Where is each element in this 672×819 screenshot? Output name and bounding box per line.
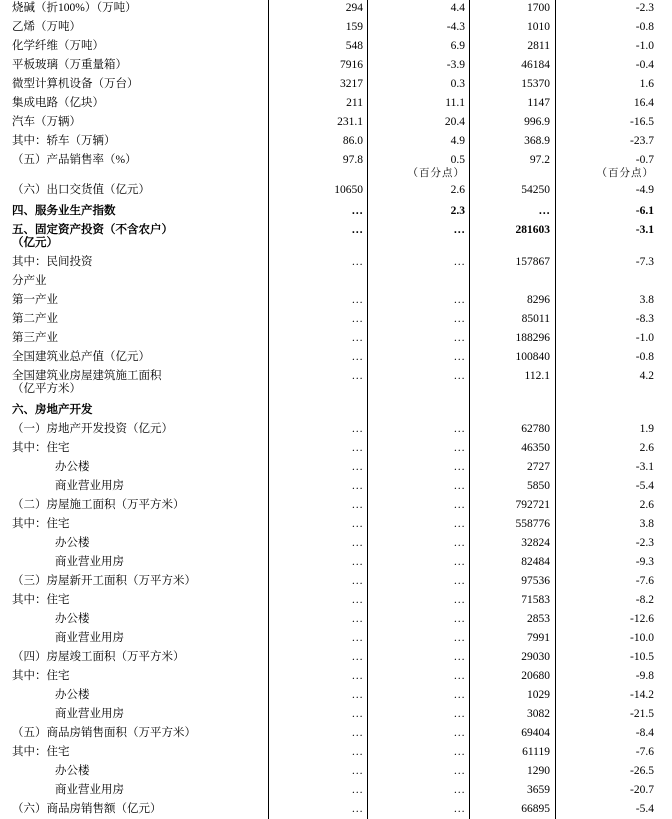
cumulative-value: 2811 bbox=[527, 40, 550, 52]
row-label: 分产业 bbox=[12, 275, 47, 287]
table-row bbox=[0, 40, 672, 59]
row-label: 五、固定资产投资（不含农户） （亿元） bbox=[12, 224, 173, 249]
cumulative-growth: -0.8 bbox=[635, 21, 654, 33]
row-label: 第一产业 bbox=[12, 294, 58, 306]
current-month-growth: … bbox=[453, 442, 465, 454]
current-month-growth: 0.3 bbox=[450, 78, 465, 90]
current-month-growth: -4.3 bbox=[446, 21, 465, 33]
current-month-value: 548 bbox=[345, 40, 363, 52]
current-month-growth: … bbox=[453, 727, 465, 739]
current-month-growth: 11.1 bbox=[445, 97, 465, 109]
current-month-growth: … bbox=[453, 480, 465, 492]
cumulative-growth: -6.1 bbox=[635, 205, 654, 217]
cumulative-growth: -10.0 bbox=[630, 632, 654, 644]
table-row bbox=[0, 116, 672, 135]
current-month-value: … bbox=[351, 765, 363, 777]
row-label: 平板玻璃（万重量箱） bbox=[12, 59, 127, 71]
cumulative-growth: -12.6 bbox=[630, 613, 654, 625]
cumulative-value: … bbox=[538, 205, 550, 217]
cumulative-growth: -9.8 bbox=[635, 670, 654, 682]
cumulative-value: 1700 bbox=[527, 2, 550, 14]
cumulative-growth: -10.5 bbox=[630, 651, 654, 663]
cumulative-value: 100840 bbox=[515, 351, 550, 363]
table-row bbox=[0, 461, 672, 480]
table-row bbox=[0, 224, 672, 256]
current-month-value: … bbox=[351, 632, 363, 644]
current-month-growth: … bbox=[453, 594, 465, 606]
current-month-value: … bbox=[351, 689, 363, 701]
table-row bbox=[0, 423, 672, 442]
cumulative-growth bbox=[559, 275, 654, 294]
current-month-growth: … bbox=[453, 651, 465, 663]
cumulative-value: 5850 bbox=[527, 480, 550, 492]
cumulative-value: 85011 bbox=[521, 313, 550, 325]
cumulative-value: 2853 bbox=[527, 613, 550, 625]
current-month-value: 159 bbox=[345, 21, 363, 33]
cumulative-growth: 2.6 bbox=[639, 442, 654, 454]
current-month-growth: … bbox=[453, 518, 465, 530]
current-month-value: 211 bbox=[346, 97, 363, 109]
row-label: 其中：住宅 bbox=[12, 670, 70, 682]
cumulative-growth: 3.8 bbox=[639, 518, 654, 530]
cumulative-growth: -23.7 bbox=[630, 135, 654, 147]
cumulative-growth: -7.6 bbox=[635, 746, 654, 758]
table-row bbox=[0, 184, 672, 205]
current-month-growth: … bbox=[453, 784, 465, 796]
current-month-growth: … bbox=[453, 632, 465, 644]
cumulative-growth bbox=[559, 404, 654, 423]
cumulative-growth: 16.4 bbox=[633, 97, 654, 109]
row-label: 第二产业 bbox=[12, 313, 58, 325]
row-label: 商业营业用房 bbox=[55, 708, 124, 720]
table-row bbox=[0, 256, 672, 275]
cumulative-growth: -1.0 bbox=[635, 40, 654, 52]
table-row bbox=[0, 21, 672, 40]
cumulative-growth: -20.7 bbox=[630, 784, 654, 796]
table-row bbox=[0, 59, 672, 78]
table-row bbox=[0, 332, 672, 351]
row-label: 第三产业 bbox=[12, 332, 58, 344]
current-month-growth: 0.5 （百分点） bbox=[370, 154, 465, 184]
table-row bbox=[0, 537, 672, 556]
table-row bbox=[0, 404, 672, 423]
table-row bbox=[0, 2, 672, 21]
current-month-growth: … bbox=[453, 351, 465, 363]
table-row bbox=[0, 205, 672, 224]
cumulative-value: 46184 bbox=[521, 59, 550, 71]
cumulative-value: 15370 bbox=[521, 78, 550, 90]
current-month-growth: … bbox=[453, 556, 465, 568]
current-month-value: … bbox=[351, 294, 363, 306]
unit-note: （百分点） bbox=[596, 168, 654, 179]
cumulative-growth: -9.3 bbox=[635, 556, 654, 568]
table-row bbox=[0, 135, 672, 154]
current-month-growth: 4.9 bbox=[450, 135, 465, 147]
cumulative-growth: -3.1 bbox=[635, 461, 654, 473]
cumulative-growth: 2.6 bbox=[639, 499, 654, 511]
row-label: 商业营业用房 bbox=[55, 480, 124, 492]
cumulative-growth: -1.0 bbox=[635, 332, 654, 344]
row-label: （六）商品房销售额（亿元） bbox=[12, 803, 162, 815]
table-row bbox=[0, 765, 672, 784]
row-label: 其中：民间投资 bbox=[12, 256, 93, 268]
cumulative-value: 97536 bbox=[521, 575, 550, 587]
current-month-value: … bbox=[351, 746, 363, 758]
cumulative-value: 29030 bbox=[521, 651, 550, 663]
cumulative-growth: -5.4 bbox=[635, 803, 654, 815]
cumulative-growth: -16.5 bbox=[630, 116, 654, 128]
cumulative-value: 66895 bbox=[521, 803, 550, 815]
cumulative-value: 3659 bbox=[527, 784, 550, 796]
current-month-value: … bbox=[351, 613, 363, 625]
cumulative-value: 8296 bbox=[527, 294, 550, 306]
current-month-growth: … bbox=[453, 423, 465, 435]
cumulative-growth: -8.3 bbox=[635, 313, 654, 325]
current-month-value: … bbox=[351, 556, 363, 568]
current-month-value: … bbox=[351, 727, 363, 739]
row-label: （六）出口交货值（亿元） bbox=[12, 184, 150, 196]
row-label: 四、服务业生产指数 bbox=[12, 205, 116, 217]
table-row bbox=[0, 727, 672, 746]
current-month-value: 3217 bbox=[340, 78, 363, 90]
cumulative-value: 157867 bbox=[515, 256, 550, 268]
current-month-value: … bbox=[351, 442, 363, 454]
current-month-value: … bbox=[351, 575, 363, 587]
current-month-growth: … bbox=[453, 294, 465, 306]
current-month-growth: … bbox=[453, 803, 465, 815]
cumulative-value: 1029 bbox=[527, 689, 550, 701]
cumulative-value: 3082 bbox=[527, 708, 550, 720]
table-row bbox=[0, 651, 672, 670]
table-row bbox=[0, 594, 672, 613]
current-month-growth: … bbox=[453, 224, 465, 236]
cumulative-value bbox=[471, 404, 550, 423]
current-month-value: … bbox=[351, 224, 363, 236]
current-month-value: … bbox=[351, 480, 363, 492]
row-label: （二）房屋施工面积（万平方米） bbox=[12, 499, 185, 511]
cumulative-value: 558776 bbox=[515, 518, 550, 530]
current-month-value: … bbox=[351, 499, 363, 511]
current-month-growth: … bbox=[453, 670, 465, 682]
current-month-value: … bbox=[351, 313, 363, 325]
cumulative-growth: -8.4 bbox=[635, 727, 654, 739]
cumulative-growth: -0.8 bbox=[635, 351, 654, 363]
row-label: 微型计算机设备（万台） bbox=[12, 78, 139, 90]
table-row bbox=[0, 803, 672, 819]
row-label: 集成电路（亿块） bbox=[12, 97, 104, 109]
current-month-growth: -3.9 bbox=[446, 59, 465, 71]
current-month-value: … bbox=[351, 518, 363, 530]
current-month-value: 97.8 bbox=[342, 154, 363, 166]
cumulative-value: 20680 bbox=[521, 670, 550, 682]
current-month-growth: 2.3 bbox=[450, 205, 465, 217]
cumulative-growth: 1.9 bbox=[639, 423, 654, 435]
row-label: 汽车（万辆） bbox=[12, 116, 81, 128]
current-month-value: … bbox=[351, 708, 363, 720]
row-label: 乙烯（万吨） bbox=[12, 21, 81, 33]
row-label: 化学纤维（万吨） bbox=[12, 40, 104, 52]
cumulative-growth: -4.9 bbox=[635, 184, 654, 196]
cumulative-growth: -7.3 bbox=[635, 256, 654, 268]
table-row bbox=[0, 294, 672, 313]
table-row bbox=[0, 613, 672, 632]
cumulative-value: 69404 bbox=[521, 727, 550, 739]
current-month-value bbox=[270, 275, 363, 294]
table-row bbox=[0, 556, 672, 575]
row-label: （四）房屋竣工面积（万平方米） bbox=[12, 651, 185, 663]
cumulative-growth: -5.4 bbox=[635, 480, 654, 492]
table-row bbox=[0, 670, 672, 689]
unit-note: （百分点） bbox=[407, 168, 465, 179]
current-month-growth: … bbox=[453, 499, 465, 511]
cumulative-value: 112.1 bbox=[524, 370, 550, 382]
row-label: 办公楼 bbox=[55, 765, 90, 777]
row-label: 全国建筑业房屋建筑施工面积 （亿平方米） bbox=[12, 370, 162, 395]
current-month-value: … bbox=[351, 461, 363, 473]
row-label: 六、房地产开发 bbox=[12, 404, 93, 416]
cumulative-value: 1010 bbox=[527, 21, 550, 33]
cumulative-value: 996.9 bbox=[524, 116, 550, 128]
table-row bbox=[0, 708, 672, 727]
current-month-value: … bbox=[351, 537, 363, 549]
cumulative-growth: -21.5 bbox=[630, 708, 654, 720]
current-month-growth: … bbox=[453, 370, 465, 382]
current-month-growth: … bbox=[453, 537, 465, 549]
current-month-growth: … bbox=[453, 613, 465, 625]
cumulative-growth: -8.2 bbox=[635, 594, 654, 606]
current-month-value: … bbox=[351, 256, 363, 268]
row-label: （一）房地产开发投资（亿元） bbox=[12, 423, 173, 435]
cumulative-value: 368.9 bbox=[524, 135, 550, 147]
cumulative-value: 1290 bbox=[527, 765, 550, 777]
current-month-value: 86.0 bbox=[342, 135, 363, 147]
row-label: 办公楼 bbox=[55, 689, 90, 701]
cumulative-value: 7991 bbox=[527, 632, 550, 644]
row-label: 商业营业用房 bbox=[55, 632, 124, 644]
cumulative-growth: -2.3 bbox=[635, 537, 654, 549]
row-label: 其中：住宅 bbox=[12, 594, 70, 606]
row-label: 其中：住宅 bbox=[12, 746, 70, 758]
current-month-value: … bbox=[351, 423, 363, 435]
cumulative-growth: 4.2 bbox=[639, 370, 654, 382]
current-month-value: 7916 bbox=[340, 59, 363, 71]
current-month-value bbox=[270, 404, 363, 423]
table-row bbox=[0, 351, 672, 370]
row-label: 其中：轿车（万辆） bbox=[12, 135, 116, 147]
table-row bbox=[0, 154, 672, 184]
cumulative-value: 2727 bbox=[527, 461, 550, 473]
current-month-value: … bbox=[351, 651, 363, 663]
current-month-growth: … bbox=[453, 746, 465, 758]
row-label: 办公楼 bbox=[55, 461, 90, 473]
cumulative-value: 62780 bbox=[521, 423, 550, 435]
row-label: 办公楼 bbox=[55, 537, 90, 549]
table-row bbox=[0, 518, 672, 537]
cumulative-growth: -2.3 bbox=[635, 2, 654, 14]
current-month-value: … bbox=[351, 351, 363, 363]
cumulative-value: 97.2 bbox=[529, 154, 550, 166]
cumulative-value: 46350 bbox=[521, 442, 550, 454]
current-month-value: … bbox=[351, 370, 363, 382]
current-month-growth: 4.4 bbox=[450, 2, 465, 14]
cumulative-value: 188296 bbox=[515, 332, 550, 344]
row-label: 其中：住宅 bbox=[12, 442, 70, 454]
row-label: 全国建筑业总产值（亿元） bbox=[12, 351, 150, 363]
row-label: （三）房屋新开工面积（万平方米） bbox=[12, 575, 196, 587]
cumulative-value: 281603 bbox=[515, 224, 550, 236]
cumulative-growth: -0.7 （百分点） bbox=[559, 154, 654, 184]
current-month-growth: … bbox=[453, 575, 465, 587]
current-month-growth: 2.6 bbox=[450, 184, 465, 196]
table-row bbox=[0, 78, 672, 97]
current-month-value: 294 bbox=[345, 2, 363, 14]
current-month-growth: … bbox=[453, 765, 465, 777]
cumulative-value: 71583 bbox=[521, 594, 550, 606]
table-row bbox=[0, 442, 672, 461]
current-month-value: 10650 bbox=[334, 184, 363, 196]
row-label: 商业营业用房 bbox=[55, 784, 124, 796]
current-month-growth: 20.4 bbox=[444, 116, 465, 128]
table-row bbox=[0, 746, 672, 765]
table-row bbox=[0, 499, 672, 518]
table-row bbox=[0, 313, 672, 332]
row-label: （五）商品房销售面积（万平方米） bbox=[12, 727, 196, 739]
row-label: 商业营业用房 bbox=[55, 556, 124, 568]
table-row bbox=[0, 97, 672, 116]
table-row bbox=[0, 275, 672, 294]
current-month-value: … bbox=[351, 594, 363, 606]
current-month-growth: … bbox=[453, 689, 465, 701]
row-label: 其中：住宅 bbox=[12, 518, 70, 530]
current-month-value: … bbox=[351, 784, 363, 796]
cumulative-value: 792721 bbox=[515, 499, 550, 511]
cumulative-value: 1147 bbox=[527, 97, 550, 109]
current-month-value: … bbox=[351, 670, 363, 682]
current-month-value: … bbox=[351, 332, 363, 344]
current-month-growth: … bbox=[453, 708, 465, 720]
table-row bbox=[0, 575, 672, 594]
current-month-growth: … bbox=[453, 313, 465, 325]
current-month-value: … bbox=[351, 205, 363, 217]
cumulative-value: 32824 bbox=[521, 537, 550, 549]
cumulative-growth: 1.6 bbox=[639, 78, 654, 90]
row-label: （五）产品销售率（%） bbox=[12, 154, 137, 166]
cumulative-growth: -0.4 bbox=[635, 59, 654, 71]
cumulative-growth: -26.5 bbox=[630, 765, 654, 777]
table-row bbox=[0, 689, 672, 708]
cumulative-value: 54250 bbox=[521, 184, 550, 196]
current-month-growth: … bbox=[453, 461, 465, 473]
current-month-growth bbox=[370, 275, 465, 294]
row-label: 办公楼 bbox=[55, 613, 90, 625]
current-month-growth: … bbox=[453, 332, 465, 344]
cumulative-value: 82484 bbox=[521, 556, 550, 568]
cumulative-value bbox=[471, 275, 550, 294]
table-row bbox=[0, 370, 672, 404]
table-row bbox=[0, 480, 672, 499]
cumulative-growth: -3.1 bbox=[635, 224, 654, 236]
current-month-growth bbox=[370, 404, 465, 423]
table-row bbox=[0, 784, 672, 803]
cumulative-growth: -7.6 bbox=[635, 575, 654, 587]
current-month-value: … bbox=[351, 803, 363, 815]
table-row bbox=[0, 632, 672, 651]
current-month-growth: 6.9 bbox=[450, 40, 465, 52]
current-month-growth: … bbox=[453, 256, 465, 268]
cumulative-growth: 3.8 bbox=[639, 294, 654, 306]
current-month-value: 231.1 bbox=[337, 116, 363, 128]
cumulative-growth: -14.2 bbox=[630, 689, 654, 701]
row-label: 烧碱（折100%）（万吨） bbox=[12, 2, 137, 14]
cumulative-value: 61119 bbox=[522, 746, 550, 758]
